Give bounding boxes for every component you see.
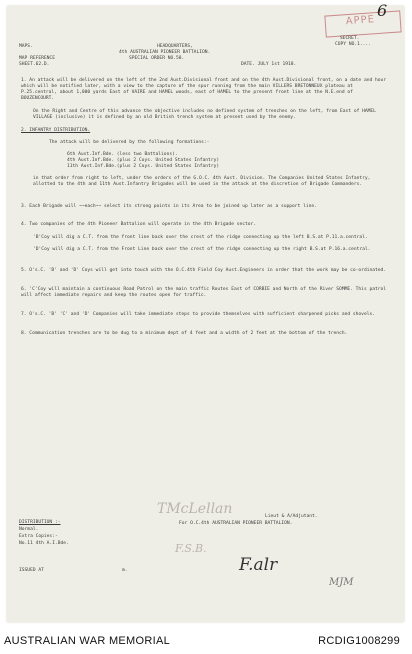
special-order: SPECIAL ORDER NO.58. xyxy=(129,56,185,61)
signature-unit: For O.C.4th AUSTRALIAN PIONEER BATTALION. xyxy=(179,521,293,526)
paragraph-3: 3. Each Brigade will ~~each~~ select its strong points in its Area to be joined up later as a support line. xyxy=(21,204,317,209)
secret-label: SECRET. xyxy=(340,36,360,41)
paragraph-4: 4. Two companies of the 4th Pioneer Battalion will operate in the 4th Brigade sector. xyxy=(21,222,257,227)
handwritten-initials-3: MJM xyxy=(329,577,354,588)
paragraph-6: 6. 'C'Coy will maintain a continuous Road Patrol on the main traffic Routes East of CORBIE and North of the River SOMME. This patrol will affect immediate repairs and keep the routes open for traffic. xyxy=(21,287,387,298)
paragraph-8: 8. Communication trenches are to be dug to a minimum dept of 4 feet and a width of 2 feet at the bottom of the trench. xyxy=(21,331,348,336)
maps-label: MAPS. xyxy=(19,44,33,49)
archive-footer xyxy=(0,625,412,654)
handwritten-signature: TMcLellan xyxy=(157,501,233,517)
distribution-extra-item: No.11 4th A.I.Bde. xyxy=(19,541,69,546)
document-page xyxy=(7,1,404,622)
paragraph-5: 5. O's.C. 'B' and 'D' Coys will get into touch with the O.C.4th Field Coy Aust.Engineers in order that the work may be co-ordinated. xyxy=(21,268,387,273)
issued-at-label: ISSUED AT xyxy=(19,568,44,573)
distribution-heading: DISTRIBUTION :- xyxy=(19,520,61,525)
footer-record-id: RCDIG1008299 xyxy=(318,635,400,647)
issued-at-suffix: m. xyxy=(122,568,128,573)
archive-stamp xyxy=(324,1,401,37)
paragraph-4a: 'B'Coy will dig a C.T. from the front line back over the crest of the ridge connecting up the left B.S.at P.11.a.central. xyxy=(33,235,368,240)
infantry-intro: The attack will be delivered by the following formations:- xyxy=(49,140,210,145)
footer-institution: AUSTRALIAN WAR MEMORIAL xyxy=(4,635,171,647)
handwritten-page-number: 6 xyxy=(377,1,388,20)
stamp-text: APPE xyxy=(345,14,376,28)
hq-heading: HEADQUARTERS, xyxy=(157,44,193,49)
order-date: DATE. JULY 1st 1918. xyxy=(241,62,297,67)
distribution-extra-heading: Extra Copies:- xyxy=(19,534,58,539)
sheet-reference: SHEET.62.D. xyxy=(19,62,50,67)
formation-line-2: 4th Aust.Inf.Bde. (plus 2 Coys. United States Infantry) xyxy=(67,158,220,163)
handwritten-initials-1: F.S.B. xyxy=(175,542,207,555)
formation-line-3: 11th Aust.Inf.Bde.(plus 2 Coys. United States Infantry) xyxy=(67,164,220,169)
handwritten-initials-2: F.alr xyxy=(239,555,278,575)
map-reference: MAP REFERENCE xyxy=(19,56,55,61)
unit-name: 4th AUSTRALIAN PIONEER BATTALION. xyxy=(119,50,211,55)
formation-line-1: 6th Aust.Inf.Bde. (less two Battalions). xyxy=(67,152,178,157)
paragraph-4b: 'D'Coy will dig a C.T. from the Front Line back over the crest of the ridge connecting up the right B.S.at P.16.a.central. xyxy=(33,247,371,252)
paragraph-7: 7. O's.C. 'B' 'C' and 'D' Companies will take immediate steps to provide themselves with sufficient sharpened picks and shovels. xyxy=(21,312,376,317)
section-heading-infantry: 2. INFANTRY DISTRIBUTION. xyxy=(21,128,91,133)
document-body xyxy=(7,1,404,622)
paragraph-1: 1. An attack will be delivered on the left of the 2nd Aust.Divisional front and on the 4th Aust.Divisional front, on a date and hour which will be notified later, with a view to the capture of the spur running from the main VILLERS BRETONNEUX plateau at P.25.central, about 1,000 yards East of VAIRE and HAMEL woods, east of HAMEL to the present front line at the N.E.end of BOUZENCOURT. xyxy=(21,78,387,101)
signature-title: Lieut & A/Adjutant. xyxy=(265,514,318,519)
paragraph-1b: On the Right and Centre of this advance the objective includes no defined system of trenches on the left, from East of HAMEL VILLAGE (inclusive) it is defined by an old British trench system at present used by the enemy. xyxy=(33,109,376,120)
infantry-outro: in that order from right to left, under the orders of the G.O.C. 4th Aust. Division. The Companies United States Infantry, allotted to the 4th and 11th Aust.Infantry Brigades will be used in the attack at the discretion of Brigade Commanders. xyxy=(33,176,371,187)
copy-number: COPY NO.1.... xyxy=(335,42,371,47)
distribution-normal: Normal. xyxy=(19,527,39,532)
